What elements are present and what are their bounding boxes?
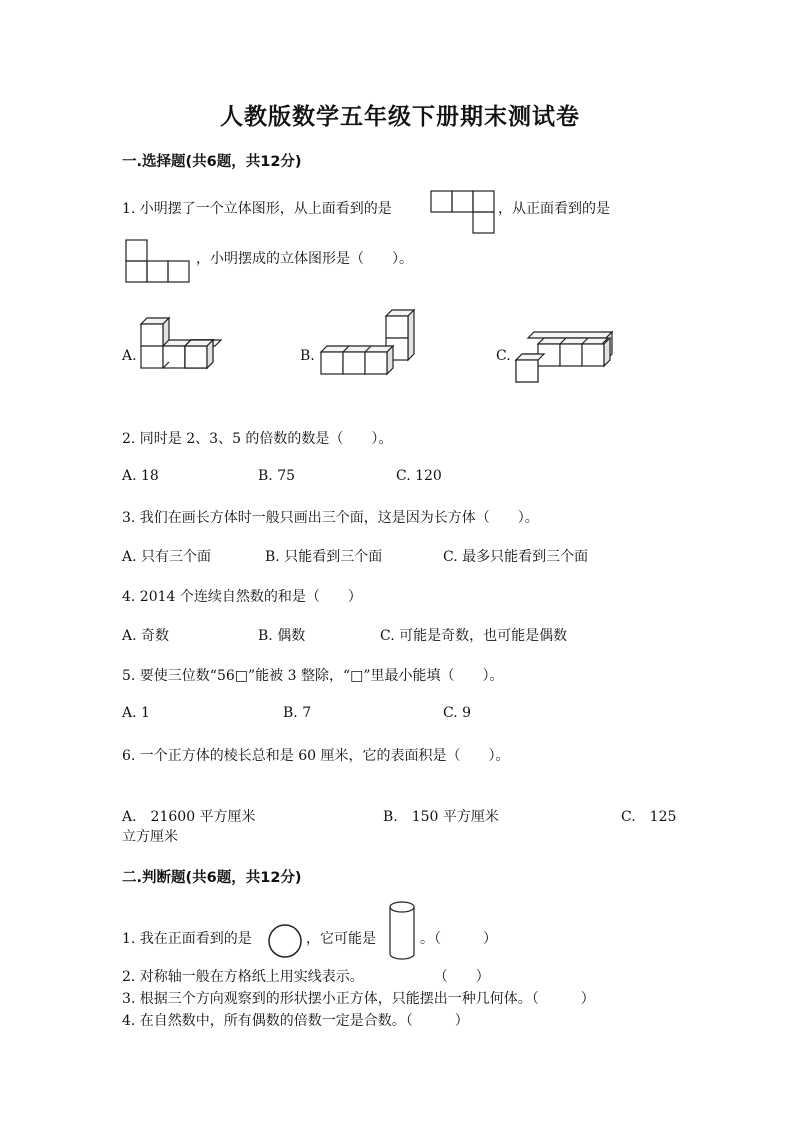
top-view-figure <box>430 190 496 234</box>
page-title: 人教版数学五年级下册期末测试卷 <box>220 104 580 130</box>
cube-figure-b <box>318 306 428 386</box>
q3-option-c: C. 最多只能看到三个面 <box>443 549 589 565</box>
q6-option-c-wrap: 立方厘米 <box>122 829 178 845</box>
q1-option-b-label: B. <box>300 348 315 364</box>
cube-figure-c <box>513 326 623 386</box>
judgement-1-text-b: ，它可能是 <box>306 931 376 947</box>
q1-option-a-label: A. <box>122 348 137 364</box>
q1-option-c-label: C. <box>496 348 511 364</box>
q6-option-c: C. 125 <box>621 809 677 825</box>
q5-option-c: C. 9 <box>443 705 472 721</box>
q5-option-b: B. 7 <box>283 705 312 721</box>
question-4-text: 4. 2014 个连续自然数的和是（ ） <box>122 589 362 605</box>
cube-figure-a <box>138 312 230 382</box>
q5-option-a: A. 1 <box>122 705 150 721</box>
judgement-3-text: 3. 根据三个方向观察到的形状摆小正方体，只能摆出一种几何体。（ ） <box>122 991 595 1007</box>
q2-option-a: A. 18 <box>122 468 159 484</box>
section-heading-judgement: 二.判断题(共6题，共12分) <box>122 870 302 886</box>
q6-option-a: A. 21600 平方厘米 <box>122 809 256 825</box>
front-view-figure <box>125 238 191 284</box>
q4-option-a: A. 奇数 <box>122 628 170 644</box>
q4-option-b: B. 偶数 <box>258 628 306 644</box>
question-1-text-b: ，从正面看到的是 <box>498 201 610 217</box>
question-5-text: 5. 要使三位数“56□”能被 3 整除，“□”里最小能填（ ）。 <box>122 668 504 684</box>
circle-figure <box>266 922 304 960</box>
q3-option-b: B. 只能看到三个面 <box>265 549 383 565</box>
judgement-4-text: 4. 在自然数中，所有偶数的倍数一定是合数。（ ） <box>122 1013 469 1029</box>
q3-option-a: A. 只有三个面 <box>122 549 212 565</box>
question-1-text-c: ，小明摆成的立体图形是（ ）。 <box>196 251 413 267</box>
q2-option-c: C. 120 <box>396 468 442 484</box>
cylinder-figure <box>387 900 419 962</box>
q2-option-b: B. 75 <box>258 468 296 484</box>
q6-option-b: B. 150 平方厘米 <box>383 809 499 825</box>
judgement-2-text: 2. 对称轴一般在方格纸上用实线表示。 （ ） <box>122 969 490 985</box>
question-6-text: 6. 一个正方体的棱长总和是 60 厘米，它的表面积是（ ）。 <box>122 748 510 764</box>
judgement-1-text-a: 1. 我在正面看到的是 <box>122 931 252 947</box>
q4-option-c: C. 可能是奇数，也可能是偶数 <box>380 628 568 644</box>
question-1-text-a: 1. 小明摆了一个立体图形，从上面看到的是 <box>122 201 392 217</box>
section-heading-choice: 一.选择题(共6题，共12分) <box>122 154 302 170</box>
judgement-1-text-c: 。（ ） <box>420 931 497 947</box>
question-2-text: 2. 同时是 2、3、5 的倍数的数是（ ）。 <box>122 431 393 447</box>
question-3-text: 3. 我们在画长方体时一般只画出三个面，这是因为长方体（ ）。 <box>122 510 539 526</box>
